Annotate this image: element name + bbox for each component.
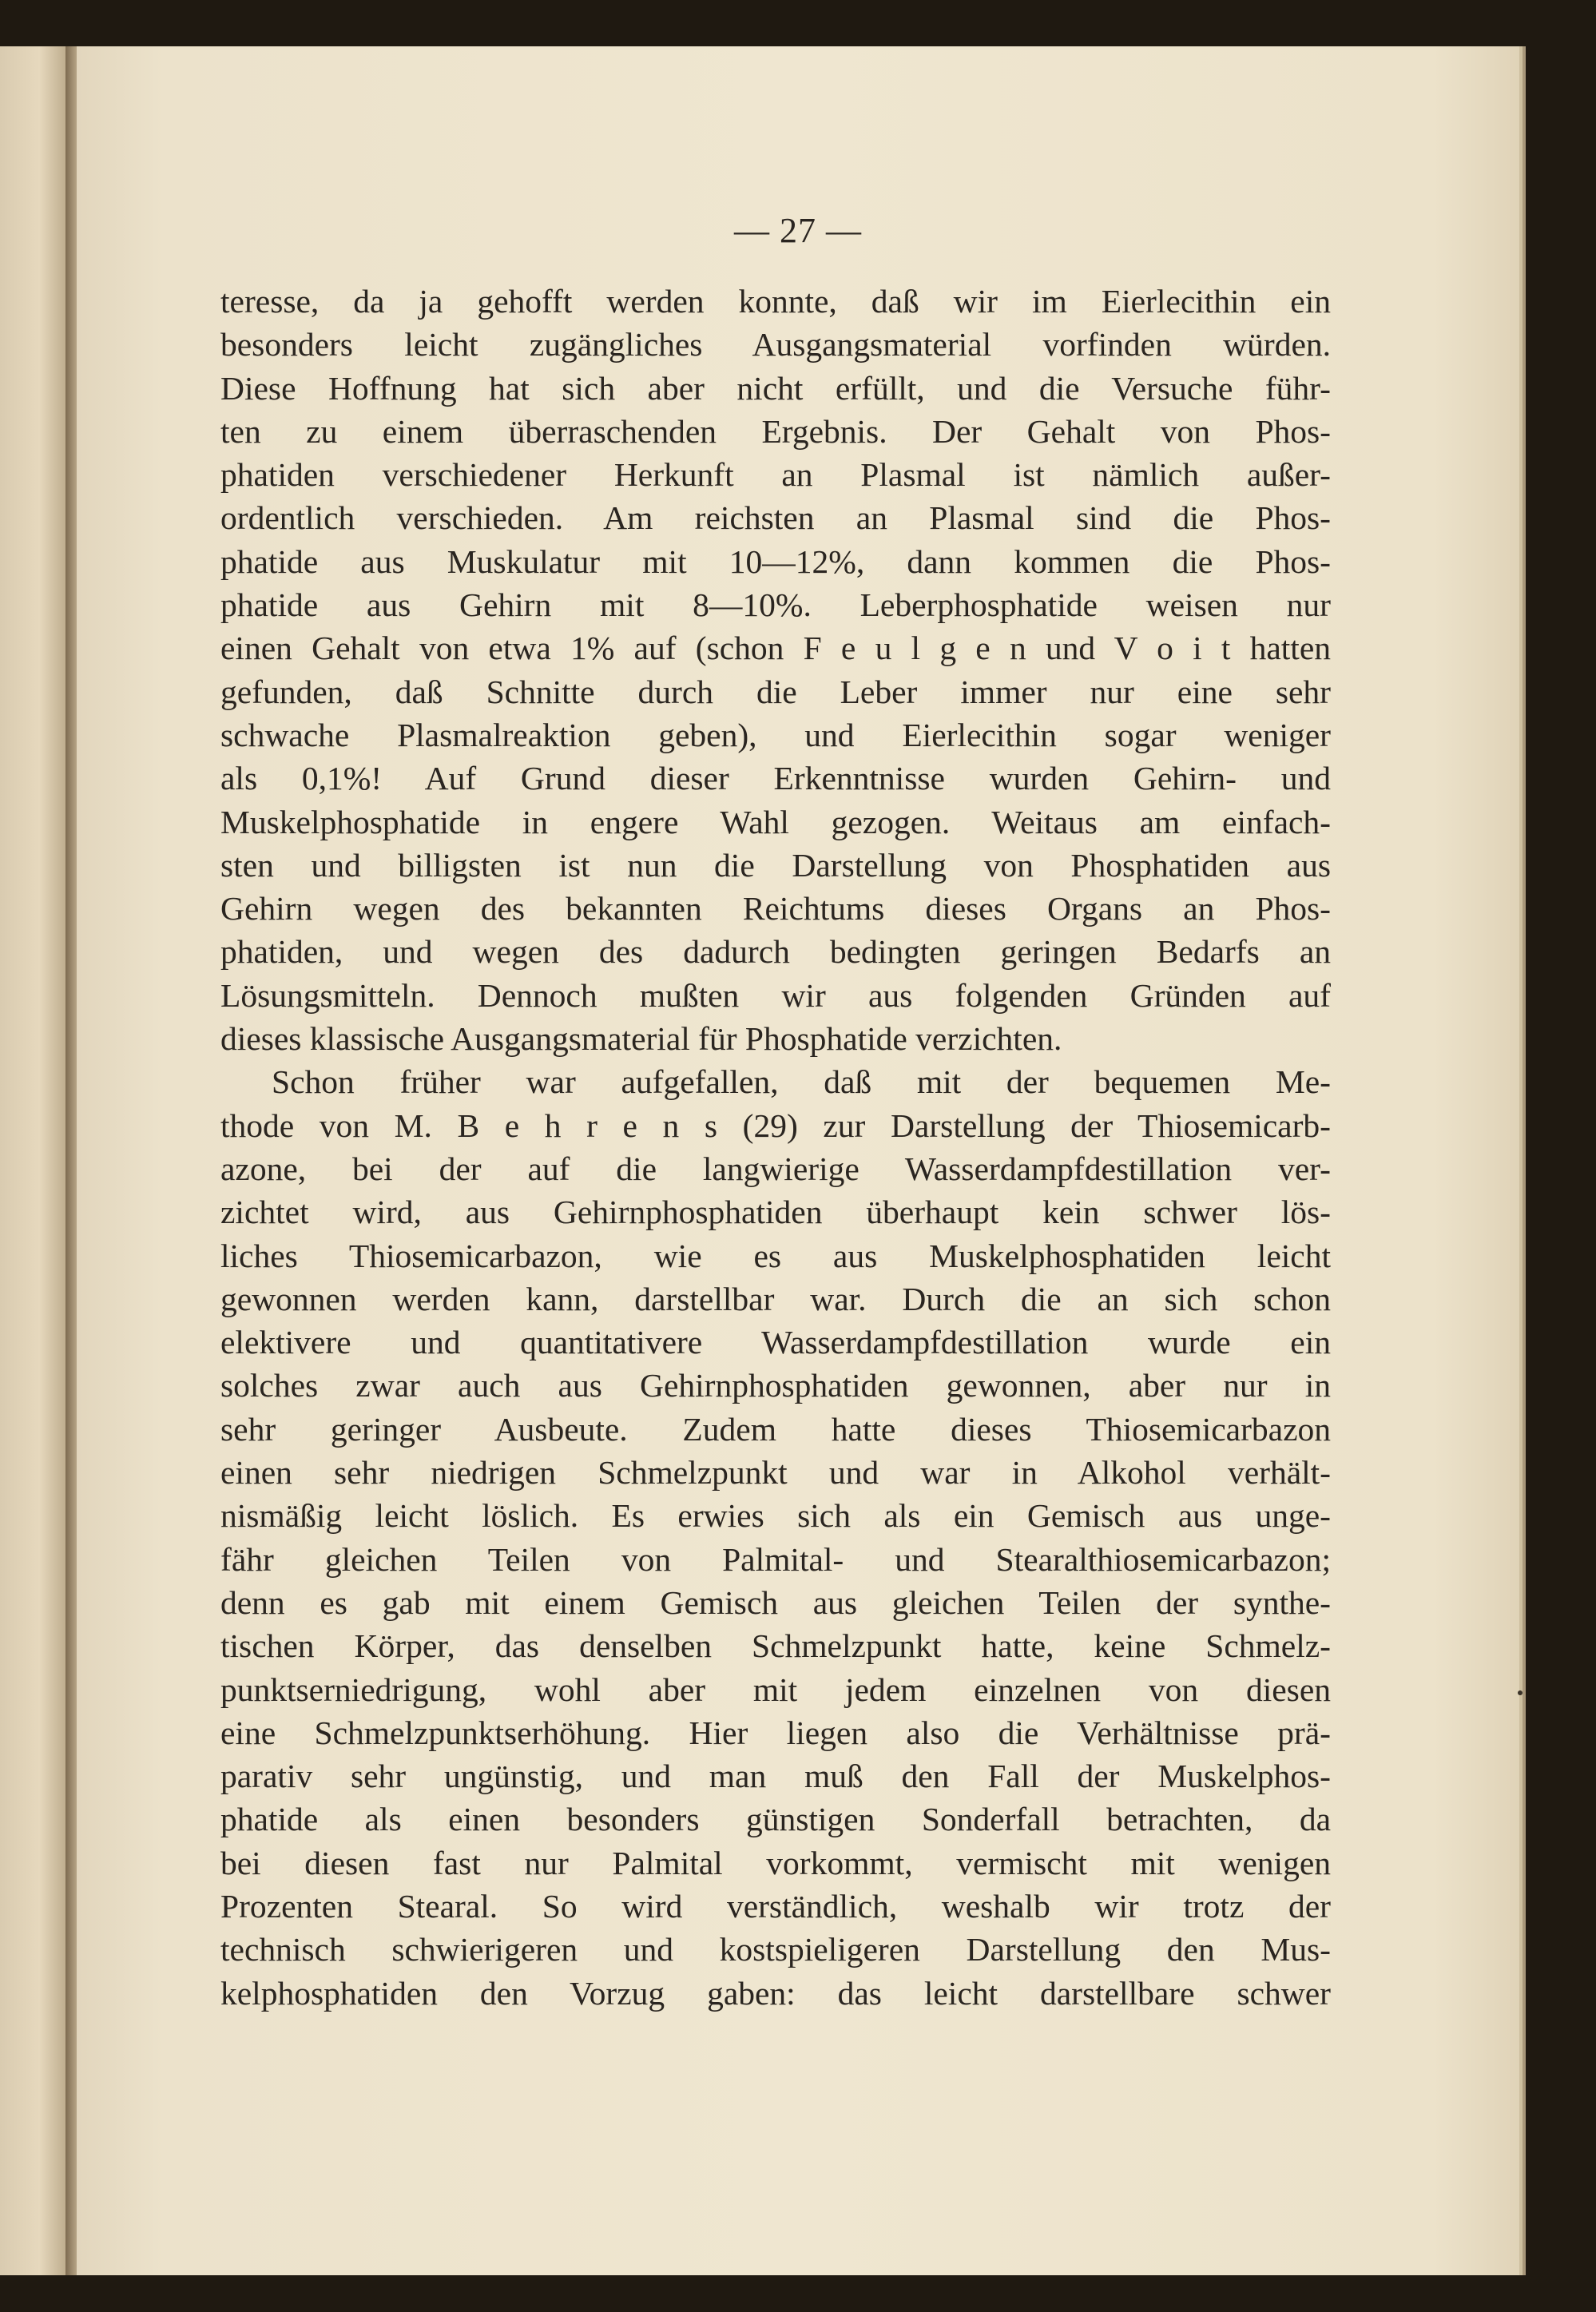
text-line: gewonnen werden kann, darstellbar war. Durch die an sich schon (220, 1280, 1331, 1317)
text-line: phatide aus Gehirn mit 8—10%. Leberphosphatide weisen nur (220, 586, 1331, 624)
text-line: eine Schmelzpunktserhöhung. Hier liegen also die Verhältnisse prä- (220, 1714, 1331, 1751)
text-line: Schon früher war aufgefallen, daß mit der bequemen Me- (272, 1063, 1331, 1101)
text-line: phatide als einen besonders günstigen Sonderfall betrachten, da (220, 1801, 1331, 1838)
text-line: Lösungsmitteln. Dennoch mußten wir aus folgenden Gründen auf (220, 976, 1331, 1014)
text-line: besonders leicht zugängliches Ausgangsmaterial vorfinden würden. (220, 326, 1331, 363)
text-line: fähr gleichen Teilen von Palmital- und Stearalthiosemicarbazon; (220, 1540, 1331, 1578)
text-line: phatiden, und wegen des dadurch bedingten geringen Bedarfs an (220, 933, 1331, 971)
text-line: sehr geringer Ausbeute. Zudem hatte dieses Thiosemicarbazon (220, 1410, 1331, 1448)
text-line: einen sehr niedrigen Schmelzpunkt und war in Alkohol verhält- (220, 1454, 1331, 1492)
text-line: teresse, da ja gehofft werden konnte, daß wir im Eierlecithin ein (220, 283, 1331, 320)
speck-mark (1518, 1690, 1523, 1695)
text-line: phatiden verschiedener Herkunft an Plasmal ist nämlich außer- (220, 456, 1331, 494)
book-page (77, 46, 1519, 2275)
paragraph (220, 1060, 1331, 2015)
text-line: elektivere und quantitativere Wasserdampfdestillation wurde ein (220, 1324, 1331, 1361)
body-text (220, 280, 1331, 2015)
paragraph (220, 280, 1331, 1060)
text-line: Gehirn wegen des bekannten Reichtums dieses Organs an Phos- (220, 890, 1331, 928)
text-line: Diese Hoffnung hat sich aber nicht erfüllt, und die Versuche führ- (220, 369, 1331, 407)
text-line: ordentlich verschieden. Am reichsten an Plasmal sind die Phos- (220, 499, 1331, 537)
text-line: liches Thiosemicarbazon, wie es aus Muskelphosphatiden leicht (220, 1237, 1331, 1274)
text-line: einen Gehalt von etwa 1% auf (schon F e u l g e n und V o i t hatten (220, 630, 1331, 667)
text-line: schwache Plasmalreaktion geben), und Eierlecithin sogar weniger (220, 716, 1331, 753)
left-page-edge (0, 46, 66, 2275)
text-line: Muskelphosphatide in engere Wahl gezogen. Weitaus am einfach- (220, 803, 1331, 840)
text-line: parativ sehr ungünstig, und man muß den Fall der Muskelphos- (220, 1758, 1331, 1795)
text-line: bei diesen fast nur Palmital vorkommt, vermischt mit wenigen (220, 1844, 1331, 1881)
page-number: — 27 — (734, 211, 862, 250)
text-line: ten zu einem überraschenden Ergebnis. Der Gehalt von Phos- (220, 412, 1331, 450)
text-line: als 0,1%! Auf Grund dieser Erkenntnisse wurden Gehirn- und (220, 760, 1331, 797)
text-line: sten und billigsten ist nun die Darstellung von Phosphatiden aus (220, 846, 1331, 884)
text-line: denn es gab mit einem Gemisch aus gleichen Teilen der synthe- (220, 1583, 1331, 1621)
text-line: thode von M. B e h r e n s (29) zur Darstellung der Thiosemicarb- (220, 1106, 1331, 1144)
text-line: technisch schwierigeren und kostspieligeren Darstellung den Mus- (220, 1931, 1331, 1968)
text-line: nismäßig leicht löslich. Es erwies sich als ein Gemisch aus unge- (220, 1497, 1331, 1535)
text-line: Prozenten Stearal. So wird verständlich, weshalb wir trotz der (220, 1887, 1331, 1925)
text-line: phatide aus Muskulatur mit 10—12%, dann kommen die Phos- (220, 542, 1331, 580)
text-line: punktserniedrigung, wohl aber mit jedem einzelnen von diesen (220, 1670, 1331, 1708)
text-line: gefunden, daß Schnitte durch die Leber immer nur eine sehr (220, 673, 1331, 710)
text-line: azone, bei der auf die langwierige Wasserdampfdestillation ver- (220, 1150, 1331, 1187)
text-line: kelphosphatiden den Vorzug gaben: das leicht darstellbare schwer (220, 1974, 1331, 2012)
text-line: tischen Körper, das denselben Schmelzpunkt hatte, keine Schmelz- (220, 1627, 1331, 1665)
text-line: dieses klassische Ausgangsmaterial für Phosphatide verzichten. (220, 1020, 1062, 1058)
text-line: zichtet wird, aus Gehirnphosphatiden überhaupt kein schwer lös- (220, 1194, 1331, 1231)
text-line: solches zwar auch aus Gehirnphosphatiden gewonnen, aber nur in (220, 1367, 1331, 1404)
book-gutter (66, 46, 77, 2275)
